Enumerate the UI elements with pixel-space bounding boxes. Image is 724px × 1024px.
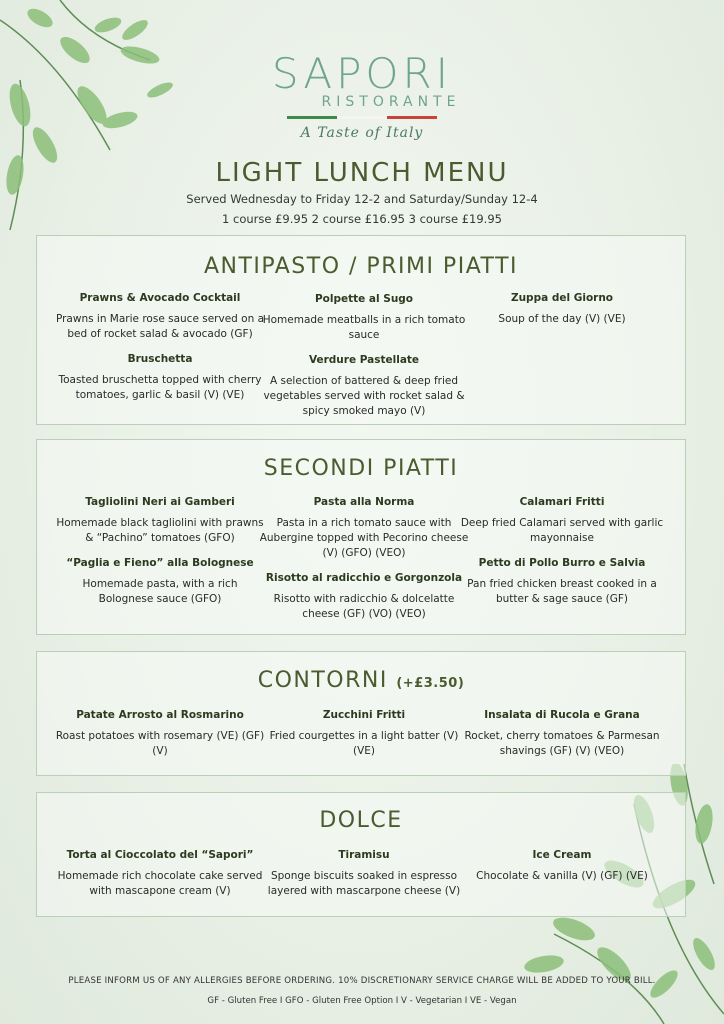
menu-column [259,708,469,769]
dish-description: A selection of battered & deep fried vegetables served with rocket salad & spicy smoked mayo (V) [263,375,465,417]
menu-column [457,708,667,769]
section-title [37,456,685,481]
flag-red [387,116,437,119]
dish-name: Risotto al radicchio e Gorgonzola [265,572,463,584]
dish-description: Pan fried chicken breast cooked in a butter & sage sauce (GF) [467,578,657,605]
dish [457,848,667,884]
dish-description: Sponge biscuits soaked in espresso layered with mascarpone cheese (V) [267,870,461,897]
dish-description: Homemade black tagliolini with prawns & “Pachino” tomatoes (GFO) [56,517,264,544]
dish-description: Prawns in Marie rose sauce served on a bed of rocket salad & avocado (GF) [55,313,265,340]
dish [55,708,265,759]
menu-column [259,292,469,429]
section-title-text: ANTIPASTO / PRIMI PIATTI [203,254,519,279]
italian-flag-stripe [287,116,437,119]
dish-name: Petto di Pollo Burro e Salvia [478,557,646,569]
section-title [37,254,685,279]
dish-name: Patate Arrosto al Rosmarino [76,709,244,721]
section-title-text: DOLCE [319,808,403,833]
dish [55,352,265,403]
dish [259,495,469,561]
dish-name: Ice Cream [532,849,592,861]
menu-column [259,495,469,632]
dish-name: Zucchini Fritti [322,709,406,721]
dish-description: Rocket, cherry tomatoes & Parmesan shavings (GF) (V) (VEO) [464,730,660,757]
dish-name: “Paglia e Fieno” alla Bolognese [66,557,254,569]
dish [457,708,667,759]
dish [457,556,667,607]
dish-description: Toasted bruschetta topped with cherry tomatoes, garlic & basil (V) (VE) [58,374,262,401]
section-title-text: CONTORNI [257,668,388,693]
flag-green [287,116,337,119]
dish [259,571,469,622]
dish [259,292,469,343]
dish-description: Homemade rich chocolate cake served with mascapone cream (V) [57,870,263,897]
dish [457,291,667,327]
dish-name: Tagliolini Neri ai Gamberi [85,496,235,508]
dish-description: Deep fried Calamari served with garlic mayonnaise [460,517,664,544]
section-title-text: SECONDI PIATTI [263,456,459,481]
dish [55,291,265,342]
dish-description: Chocolate & vanilla (V) (GF) (VE) [476,870,648,882]
dish [55,495,265,546]
allergy-notice: PLEASE INFORM US OF ANY ALLERGIES BEFORE ORDERING. 10% DISCRETIONARY SERVICE CHARGE WILL BE ADDED TO YOUR BILL. [68,976,656,986]
menu-column [259,848,469,909]
dish-description: Homemade meatballs in a rich tomato sauce [262,314,466,341]
dish-name: Torta al Cioccolato del “Sapori” [66,849,254,861]
dish [259,708,469,759]
dish-name: Zuppa del Giorno [510,292,614,304]
menu-column [55,708,265,769]
dietary-key: GF - Gluten Free I GFO - Gluten Free Option I V - Vegetarian I VE - Vegan [207,996,517,1006]
dish [259,848,469,899]
section-contorni [36,651,686,776]
menu-column [457,848,667,894]
dish-description: Homemade pasta, with a rich Bolognese sauce (GFO) [82,578,238,605]
section-antipasto [36,235,686,425]
dish-description: Fried courgettes in a light batter (V) (VE) [269,730,459,757]
dish-name: Prawns & Avocado Cocktail [79,292,241,304]
dish [259,353,469,419]
dish-description: Roast potatoes with rosemary (VE) (GF) (V) [55,730,265,757]
dish-name: Calamari Fritti [519,496,605,508]
brand-logo [0,49,724,141]
menu-served-times: Served Wednesday to Friday 12-2 and Saturday/Sunday 12-4 [186,192,538,206]
brand-tagline: A Taste of Italy [300,125,424,141]
dish-name: Pasta alla Norma [313,496,415,508]
dish-description: Pasta in a rich tomato sauce with Aubergine topped with Pecorino cheese (V) (GFO) (VEO) [259,517,469,559]
dish [55,556,265,607]
section-dolce [36,792,686,917]
dish-description: Soup of the day (V) (VE) [498,313,626,325]
menu-title: LIGHT LUNCH MENU [215,158,509,188]
menu-prices: 1 course £9.95 2 course £16.95 3 course £19.95 [222,212,502,226]
menu-column [457,291,667,337]
brand-subtitle: RISTORANTE [321,94,461,110]
dish-description: Risotto with radicchio & dolcelatte cheese (GF) (VO) (VEO) [273,593,455,620]
dish-name: Insalata di Rucola e Grana [484,709,640,721]
dish-name: Polpette al Sugo [314,293,414,305]
menu-column [55,848,265,909]
menu-column [55,495,265,617]
dish [55,848,265,899]
section-price-extra: (+£3.50) [396,676,465,691]
menu-column [457,495,667,617]
dish [457,495,667,546]
section-title [37,668,685,693]
dish-name: Verdure Pastellate [308,354,420,366]
flag-white [337,116,387,119]
menu-column [55,291,265,413]
brand-name: SAPORI [271,49,453,98]
dish-name: Tiramisu [338,849,390,861]
dish-name: Bruschetta [127,353,193,365]
section-title [37,808,685,833]
section-secondi [36,439,686,635]
